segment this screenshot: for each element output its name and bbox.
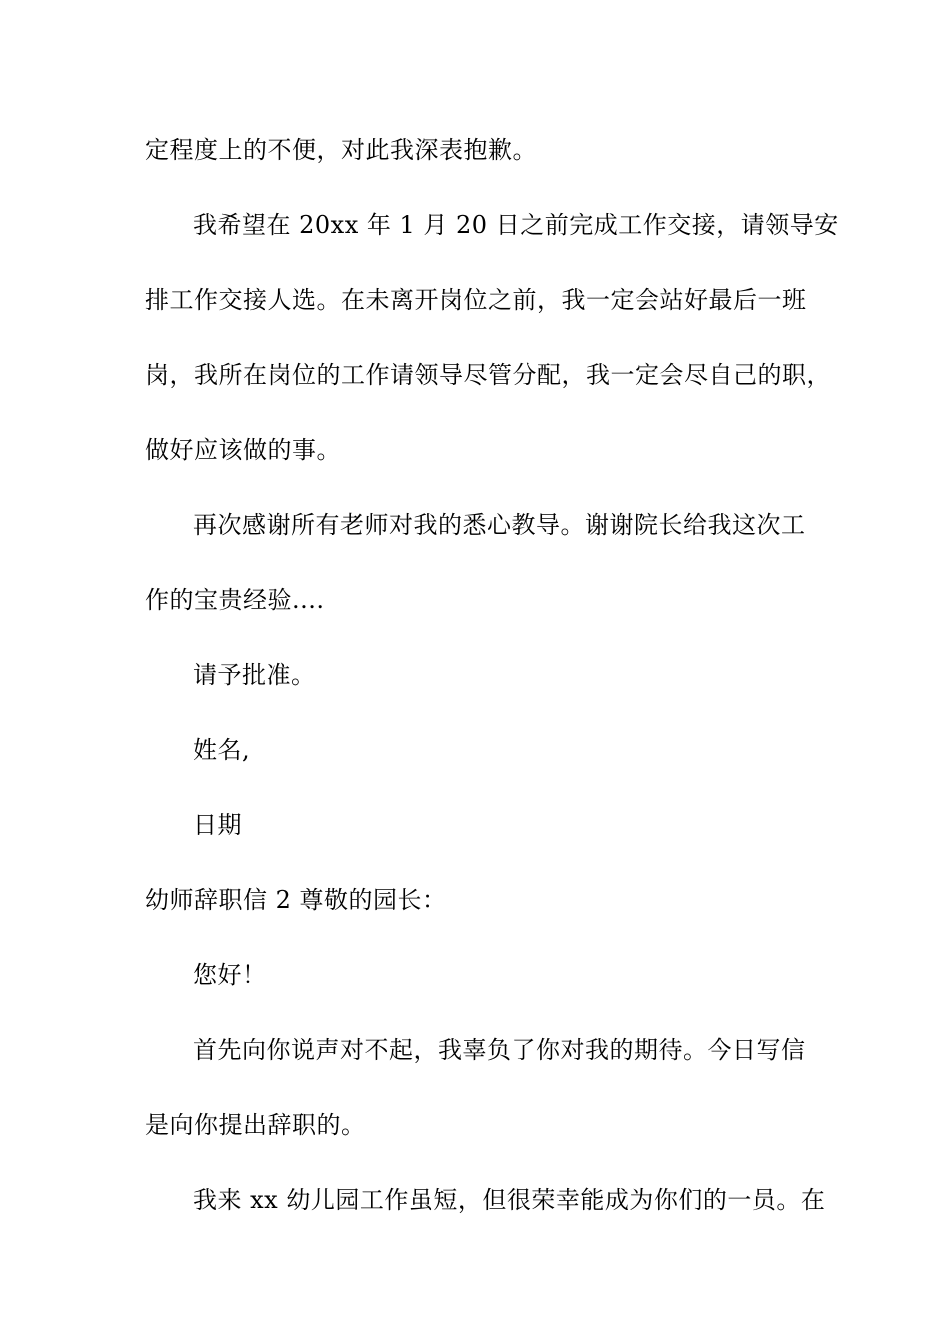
text-line: 岗，我所在岗位的工作请领导尽管分配，我一定会尽自己的职， — [145, 361, 831, 389]
paragraph-start-line: 首先向你说声对不起，我辜负了你对我的期待。今日写信 — [193, 1036, 806, 1064]
signature-date: 日期 — [193, 811, 242, 839]
greeting: 您好！ — [193, 961, 267, 989]
text-line: 做好应该做的事。 — [145, 436, 341, 464]
approval-request: 请予批准。 — [193, 661, 316, 689]
paragraph-start-line: 我来 xx 幼儿园工作虽短，但很荣幸能成为你们的一员。在 — [193, 1186, 826, 1214]
letter-heading: 幼师辞职信 2 尊敬的园长： — [145, 886, 447, 914]
text-line: 是向你提出辞职的。 — [145, 1111, 366, 1139]
paragraph-start-line: 再次感谢所有老师对我的悉心教导。谢谢院长给我这次工 — [193, 511, 806, 539]
text-line: 作的宝贵经验.... — [145, 586, 325, 614]
text-line: 定程度上的不便，对此我深表抱歉。 — [145, 136, 537, 164]
text-line: 排工作交接人选。在未离开岗位之前，我一定会站好最后一班 — [145, 286, 807, 314]
paragraph-start-line: 我希望在 20xx 年 1 月 20 日之前完成工作交接，请领导安 — [193, 211, 839, 239]
signature-name: 姓名, — [193, 736, 251, 764]
